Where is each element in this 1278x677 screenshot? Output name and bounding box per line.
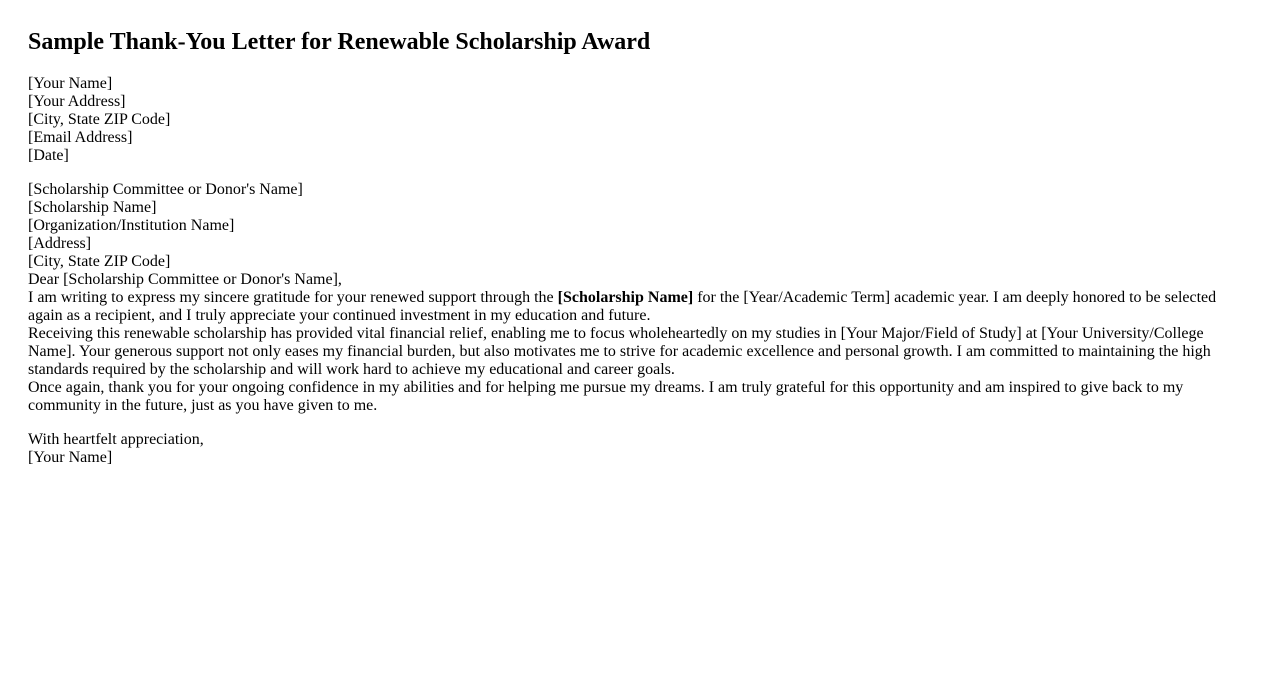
recipient-scholarship-name: [Scholarship Name] — [28, 199, 157, 216]
recipient-name: [Scholarship Committee or Donor's Name] — [28, 181, 303, 198]
sender-address-block — [28, 75, 1250, 165]
recipient-organization: [Organization/Institution Name] — [28, 217, 235, 234]
sender-address: [Your Address] — [28, 93, 126, 110]
recipient-address: [Address] — [28, 235, 92, 252]
closing-line: With heartfelt appreciation, — [28, 431, 204, 448]
letter-date: [Date] — [28, 147, 69, 164]
closing-block — [28, 431, 1250, 467]
body-paragraph-2: Receiving this renewable scholarship has provided vital financial relief, enabling me to focus wholeheartedly on my studies in [Your Major/Field of Study] at [Your University/College Name]. Your generous support not only eases my financial burden, but also motivates me to strive for academic excellence and personal growth. I am committed to maintaining the high standards required by the scholarship and will work hard to achieve my educational and career goals. — [28, 325, 1211, 378]
sender-city-state-zip: [City, State ZIP Code] — [28, 111, 171, 128]
paragraph-1-text-before: I am writing to express my sincere gratitude for your renewed support through the — [28, 289, 558, 306]
scholarship-name-bold: [Scholarship Name] — [557, 289, 694, 306]
body-paragraph-1 — [28, 289, 1223, 325]
sender-name: [Your Name] — [28, 75, 113, 92]
recipient-address-block — [28, 181, 1250, 271]
letter-page — [0, 27, 1278, 467]
letter-title: Sample Thank-You Letter for Renewable Scholarship Award — [28, 29, 651, 55]
salutation: Dear [Scholarship Committee or Donor's Name], — [28, 271, 342, 288]
paragraph-1-text-after: for the [Year/Academic Term] academic year. I am deeply honored to be selected again as a recipient, and I truly appreciate your continued investment in my education and future. — [28, 289, 1217, 324]
body-paragraph-3: Once again, thank you for your ongoing confidence in my abilities and for helping me pursue my dreams. I am truly grateful for this opportunity and am inspired to give back to my community in the future, just as you have given to me. — [28, 379, 1184, 414]
recipient-city-state-zip: [City, State ZIP Code] — [28, 253, 171, 270]
signature-name: [Your Name] — [28, 449, 113, 466]
sender-email: [Email Address] — [28, 129, 133, 146]
